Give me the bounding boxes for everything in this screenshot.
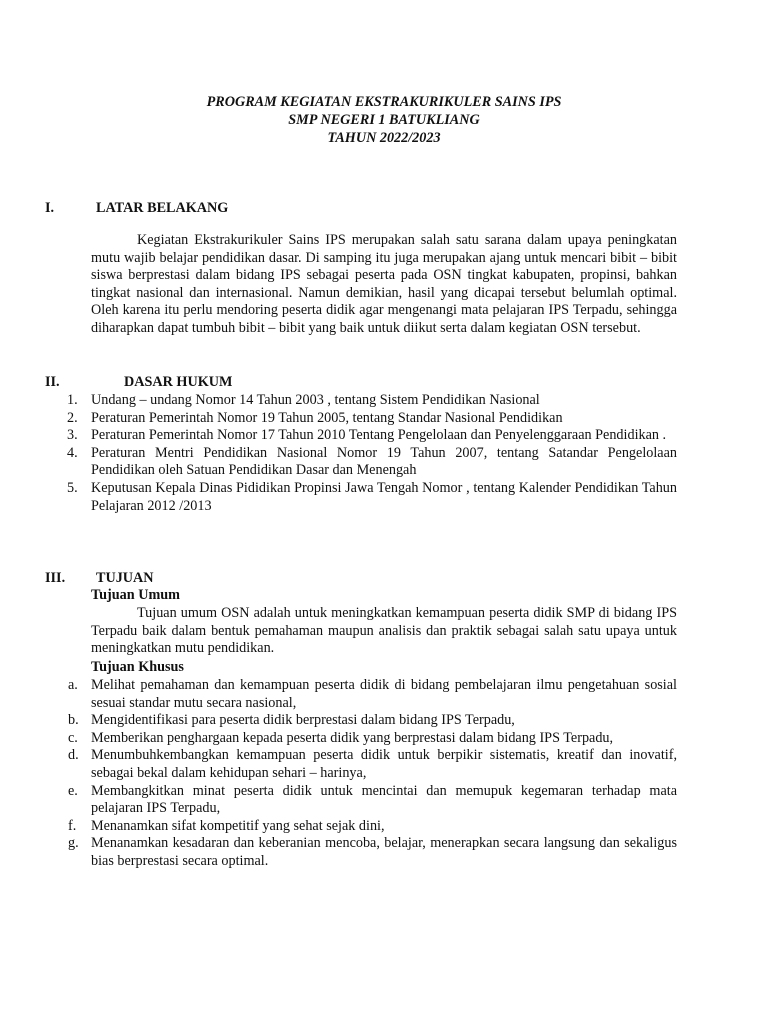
list-item-text: Peraturan Pemerintah Nomor 17 Tahun 2010 Tentang Pengelolaan dan Penyelenggaraan Pendidikan . [91, 427, 667, 444]
list-item [0, 818, 677, 836]
list-marker: 1. [67, 392, 78, 408]
list-item-text: Menumbuhkembangkan kemampuan peserta didik untuk berpikir sistematis, kreatif dan inovatif, sebagai bekal dalam kehidupan sehari – harinya, [91, 747, 677, 781]
list-item [0, 480, 677, 515]
list-marker: g. [68, 835, 79, 852]
section-1-paragraph-text: Kegiatan Ekstrakurikuler Sains IPS merupakan salah satu sarana dalam upaya peningkatan mutu wajib belajar pendidikan dasar. Di samping itu juga merupakan ajang untuk mencari bibit – bibit siswa berprestasi dalam bidang IPS sebagai peserta pada OSN tingkat kabupaten, propinsi, bahkan tingkat nasional dan internasional. Namun demikian, hasil yang dicapai tersebut belumlah optimal. Oleh karena itu perlu mendoring peserta didik agar mengenangi mata pelajaran IPS Terpadu, sehingga diharapkan dapat tumbuh bibit – bibit yang baik untuk diikut serta dalam kegiatan OSN tersebut. [91, 232, 677, 336]
list-marker: c. [68, 729, 78, 746]
title-line-1: PROGRAM KEGIATAN EKSTRAKURIKULER SAINS IPS [206, 94, 562, 110]
list-marker: 2. [67, 409, 78, 426]
section-3-number: III. [45, 570, 66, 586]
list-marker: a. [68, 677, 78, 693]
section-2-title: DASAR HUKUM [124, 374, 233, 390]
list-item-text: Membangkitkan minat peserta didik untuk mencintai dan memupuk kegemaran terhadap mata pelajaran IPS Terpadu, [91, 782, 677, 817]
dasar-hukum-list [0, 392, 768, 515]
list-marker: d. [68, 747, 79, 764]
list-item [0, 677, 677, 712]
list-item [0, 747, 677, 782]
title-line-3: TAHUN 2022/2023 [327, 130, 441, 146]
document-title [0, 94, 768, 148]
list-marker: b. [68, 712, 79, 729]
section-1-paragraph [91, 232, 677, 338]
list-item-text: Melihat pemahaman dan kemampuan peserta didik di bidang pembelajaran ilmu pengetahuan sosial sesuai standar mutu secara nasional, [91, 677, 677, 711]
tujuan-umum-text: Tujuan umum OSN adalah untuk meningkatkan kemampuan peserta didik SMP di bidang IPS Terpadu baik dalam bentuk pemahaman maupun analisis dan praktik sebagai salah satu upaya untuk meningkatkan mutu pendidikan. [91, 605, 677, 657]
list-item [0, 445, 677, 480]
section-1-title: LATAR BELAKANG [96, 200, 229, 216]
list-item [0, 835, 677, 870]
list-item-text: Memberikan penghargaan kepada peserta didik yang berprestasi dalam bidang IPS Terpadu, [91, 729, 614, 746]
list-item-text: Mengidentifikasi para peserta didik berprestasi dalam bidang IPS Terpadu, [91, 712, 515, 729]
tujuan-khusus-heading: Tujuan Khusus [91, 659, 184, 675]
list-marker: 3. [67, 427, 78, 444]
list-item-text: Undang – undang Nomor 14 Tahun 2003 , tentang Sistem Pendidikan Nasional [91, 392, 540, 408]
list-item [0, 712, 677, 730]
list-marker: 4. [67, 444, 78, 461]
list-item [0, 427, 677, 445]
list-marker: e. [68, 782, 78, 799]
list-item-text: Menanamkan sifat kompetitif yang sehat sejak dini, [91, 817, 385, 834]
list-marker: f. [68, 817, 77, 834]
list-item [0, 730, 677, 748]
list-item-text: Menanamkan kesadaran dan keberanian mencoba, belajar, menerapkan secara langsung dan sekaligus bias berprestasi secara optimal. [91, 835, 677, 869]
list-item-text: Keputusan Kepala Dinas Pididikan Propinsi Jawa Tengah Nomor , tentang Kalender Pendidikan Tahun Pelajaran 2012 /2013 [91, 479, 677, 514]
section-1-number: I. [45, 200, 55, 216]
list-item [0, 410, 677, 428]
list-item-text: Peraturan Mentri Pendidikan Nasional Nomor 19 Tahun 2007, tentang Satandar Pengelolaan Pendidikan oleh Satuan Pendidikan Dasar dan Menengah [91, 444, 677, 479]
list-item [0, 392, 677, 410]
section-3-title: TUJUAN [96, 570, 154, 586]
list-item [0, 783, 677, 818]
tujuan-umum-heading: Tujuan Umum [91, 587, 180, 603]
tujuan-umum-paragraph [91, 605, 677, 658]
list-marker: 5. [67, 479, 78, 496]
list-item-text: Peraturan Pemerintah Nomor 19 Tahun 2005, tentang Standar Nasional Pendidikan [91, 409, 563, 426]
tujuan-khusus-list [0, 677, 768, 871]
title-line-2: SMP NEGERI 1 BATUKLIANG [288, 112, 480, 128]
section-2-number: II. [45, 374, 60, 390]
